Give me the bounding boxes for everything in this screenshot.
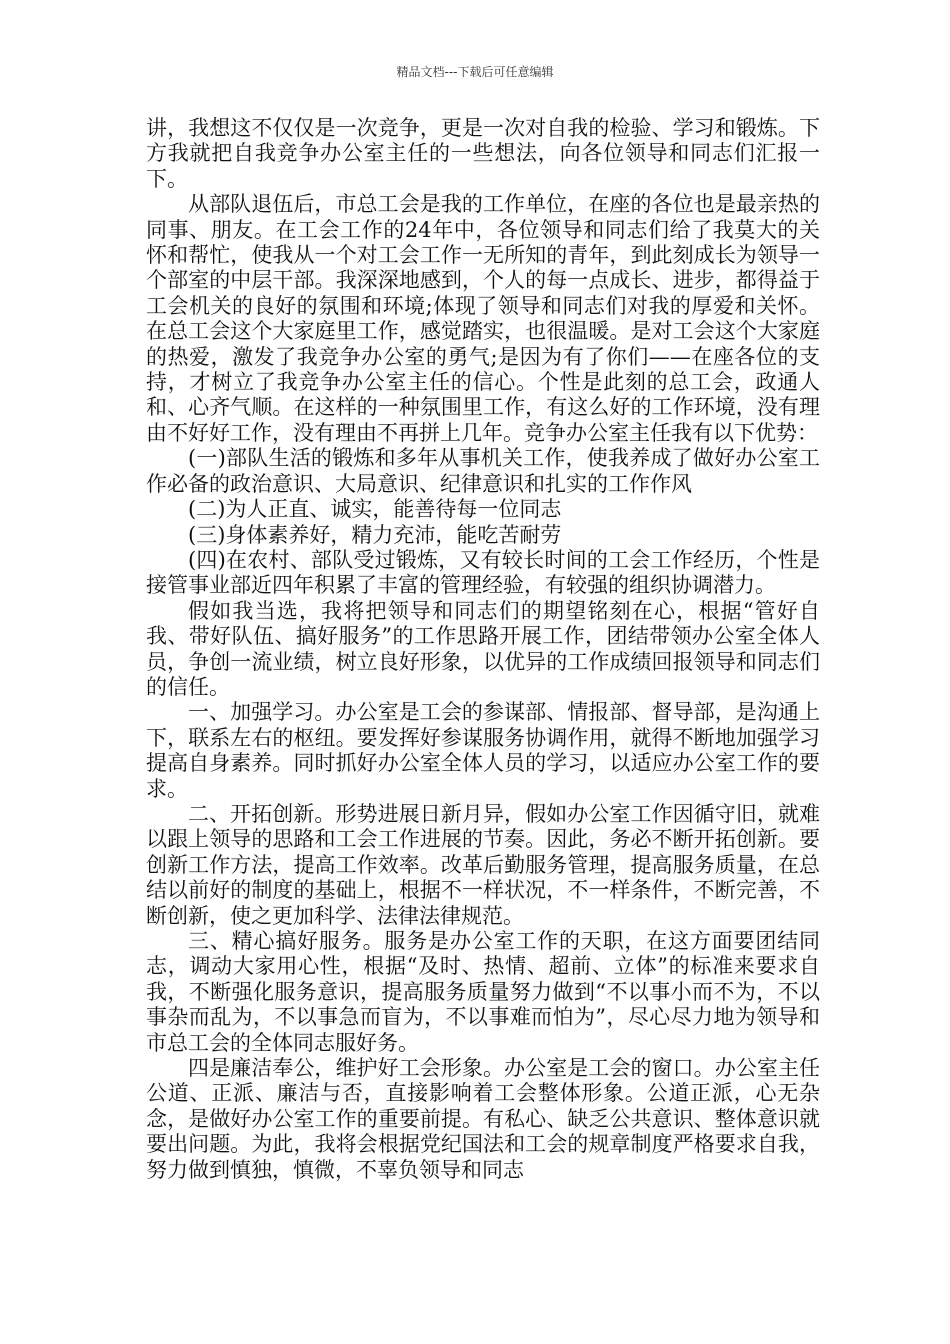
paragraph-continuation: 讲，我想这不仅仅是一次竞争，更是一次对自我的检验、学习和锻炼。下方我就把自我竞争办公室主任的一些想法，向各位领导和同志们汇报一下。 — [146, 116, 820, 191]
paragraph-plan-innovate: 二、开拓创新。形势进展日新月异，假如办公室工作因循守旧，就难以跟上领导的思路和工会工作进展的节奏。因此，务必不断开拓创新。要创新工作方法，提高工作效率。改革后勤服务管理，提高服务质量，在总结以前好的制度的基础上，根据不一样状况，不一样条件，不断完善，不断创新，使之更加科学、法律法律规范。 — [146, 801, 820, 928]
document-body — [146, 116, 820, 1183]
page-header: 精品文档---下载后可任意编辑 — [396, 65, 554, 79]
paragraph-if-elected: 假如我当选，我将把领导和同志们的期望铭刻在心，根据“管好自我、带好队伍、搞好服务”的工作思路开展工作，团结带领办公室全体人员，争创一流业绩，树立良好形象，以优异的工作成绩回报领导和同志们的信任。 — [146, 598, 820, 699]
paragraph-plan-study: 一、加强学习。办公室是工会的参谋部、情报部、督导部，是沟通上下，联系左右的枢纽。要发挥好参谋服务协调作用，就得不断地加强学习提高自身素养。同时抓好办公室全体人员的学习，以适应办公室工作的要求。 — [146, 700, 820, 801]
paragraph-advantage-4: (四)在农村、部队受过锻炼，又有较长时间的工会工作经历，个性是接管事业部近四年积累了丰富的管理经验，有较强的组织协调潜力。 — [146, 547, 820, 598]
paragraph-plan-integrity: 四是廉洁奉公，维护好工会形象。办公室是工会的窗口。办公室主任公道、正派、廉洁与否，直接影响着工会整体形象。公道正派，心无杂念，是做好办公室工作的重要前提。有私心、缺乏公共意识、整体意识就要出问题。为此，我将会根据党纪国法和工会的规章制度严格要求自我，努力做到慎独，慎微，不辜负领导和同志 — [146, 1056, 820, 1182]
paragraph-advantage-2: (二)为人正直、诚实，能善待每一位同志 — [188, 497, 562, 522]
paragraph-background: 从部队退伍后，市总工会是我的工作单位，在座的各位也是最亲热的同事、朋友。在工会工作的24年中，各位领导和同志们给了我莫大的关怀和帮忙，使我从一个对工会工作一无所知的青年，到此刻成长为领导一个部室的中层干部。我深深地感到，个人的每一点成长、进步，都得益于工会机关的良好的氛围和环境;体现了领导和同志们对我的厚爱和关怀。在总工会这个大家庭里工作，感觉踏实，也很温暖。是对工会这个大家庭的热爱，激发了我竞争办公室的勇气;是因为有了你们——在座各位的支持，才树立了我竞争办公室主任的信心。个性是此刻的总工会，政通人和、心齐气顺。在这样的一种氛围里工作，有这么好的工作环境，没有理由不好好工作，没有理由不再拼上几年。竞争办公室主任我有以下优势： — [146, 192, 820, 445]
paragraph-plan-service: 三、精心搞好服务。服务是办公室工作的天职，在这方面要团结同志，调动大家用心性，根据“及时、热情、超前、立体”的标准来要求自我，不断强化服务意识，提高服务质量努力做到“不以事小而不为，不以事杂而乱为，不以事急而盲为，不以事难而怕为”，尽心尽力地为领导和市总工会的全体同志服好务。 — [146, 929, 820, 1055]
paragraph-advantage-3: (三)身体素养好，精力充沛，能吃苦耐劳 — [188, 522, 562, 547]
paragraph-advantage-1: (一)部队生活的锻炼和多年从事机关工作，使我养成了做好办公室工作必备的政治意识、大局意识、纪律意识和扎实的工作作风 — [146, 446, 820, 496]
